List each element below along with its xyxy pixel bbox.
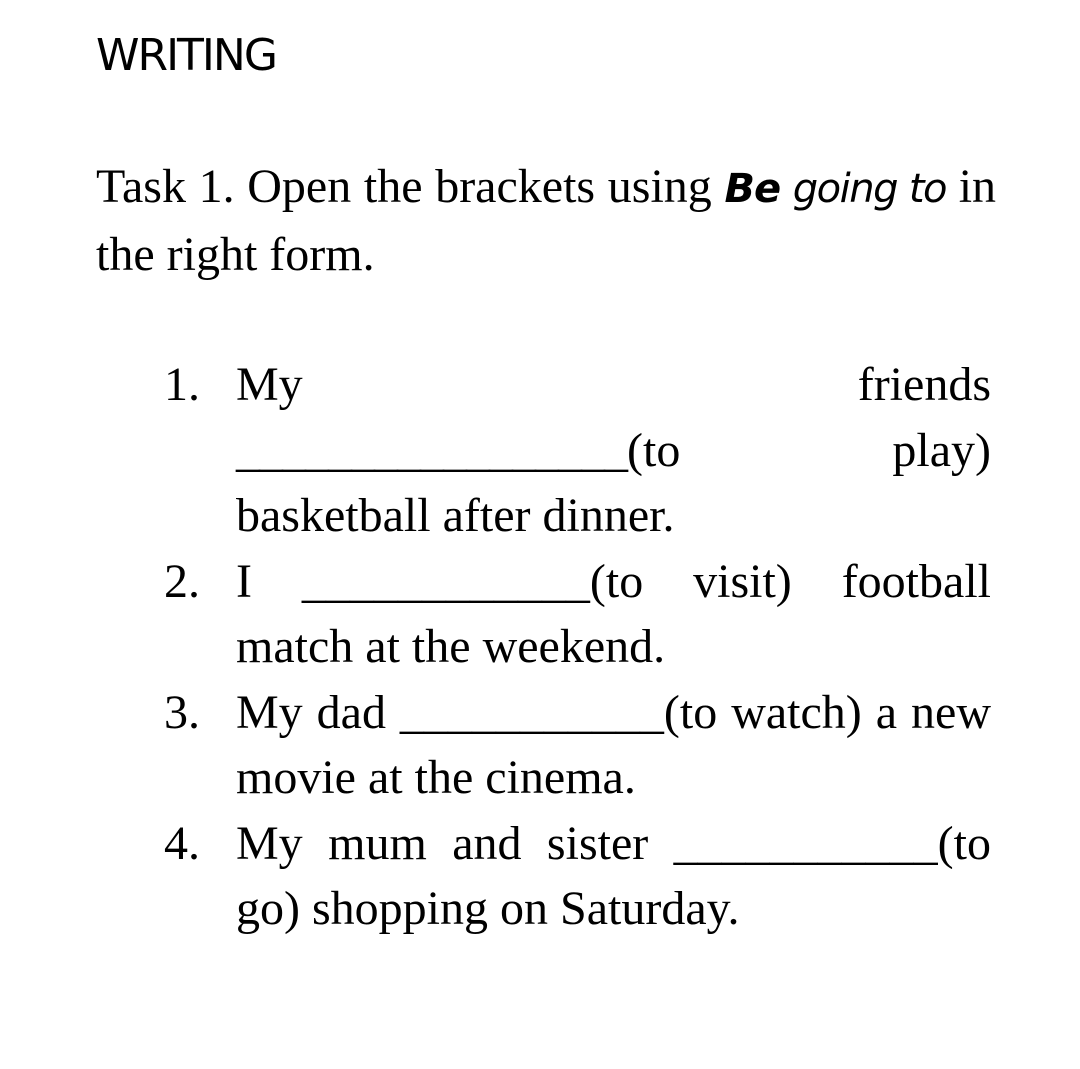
- exercise-item-3: [164, 680, 991, 811]
- task-prefix: Task 1. Open the brackets using: [96, 160, 712, 213]
- item-number: 4.: [164, 816, 200, 870]
- item-1-subject: My: [236, 358, 303, 411]
- item-number: 1.: [164, 358, 200, 411]
- verb-cue-end: play): [892, 423, 991, 477]
- item-number: 2.: [164, 554, 200, 608]
- exercise-list: [164, 352, 991, 942]
- item-1-subject-end: friends: [857, 358, 991, 411]
- task-going-to: going to: [792, 166, 947, 212]
- exercise-item-2: [164, 549, 991, 680]
- item-1-line-3: basketball after dinner.: [236, 489, 675, 542]
- item-4-text: My mum and sister ___________(to go) shopping on Saturday.: [236, 816, 991, 935]
- exercise-item-4: [164, 811, 991, 942]
- item-number: 3.: [164, 685, 200, 739]
- item-2-text: I ____________(to visit) football match at the weekend.: [236, 554, 991, 673]
- task-be: Be: [724, 166, 781, 212]
- answer-blank[interactable]: _________________: [236, 423, 627, 477]
- item-1-line-1: [236, 352, 991, 418]
- worksheet-heading: WRITING: [96, 30, 276, 81]
- exercise-item-1: [164, 352, 991, 549]
- task-suffix: in the right form.: [96, 160, 997, 281]
- item-3-text: My dad ___________(to watch) a new movie at the cinema.: [236, 685, 991, 804]
- item-1-answer-cue: [236, 418, 680, 484]
- task-instruction: [96, 154, 996, 288]
- verb-cue: (to: [627, 423, 681, 477]
- item-1-line-2: [236, 418, 991, 484]
